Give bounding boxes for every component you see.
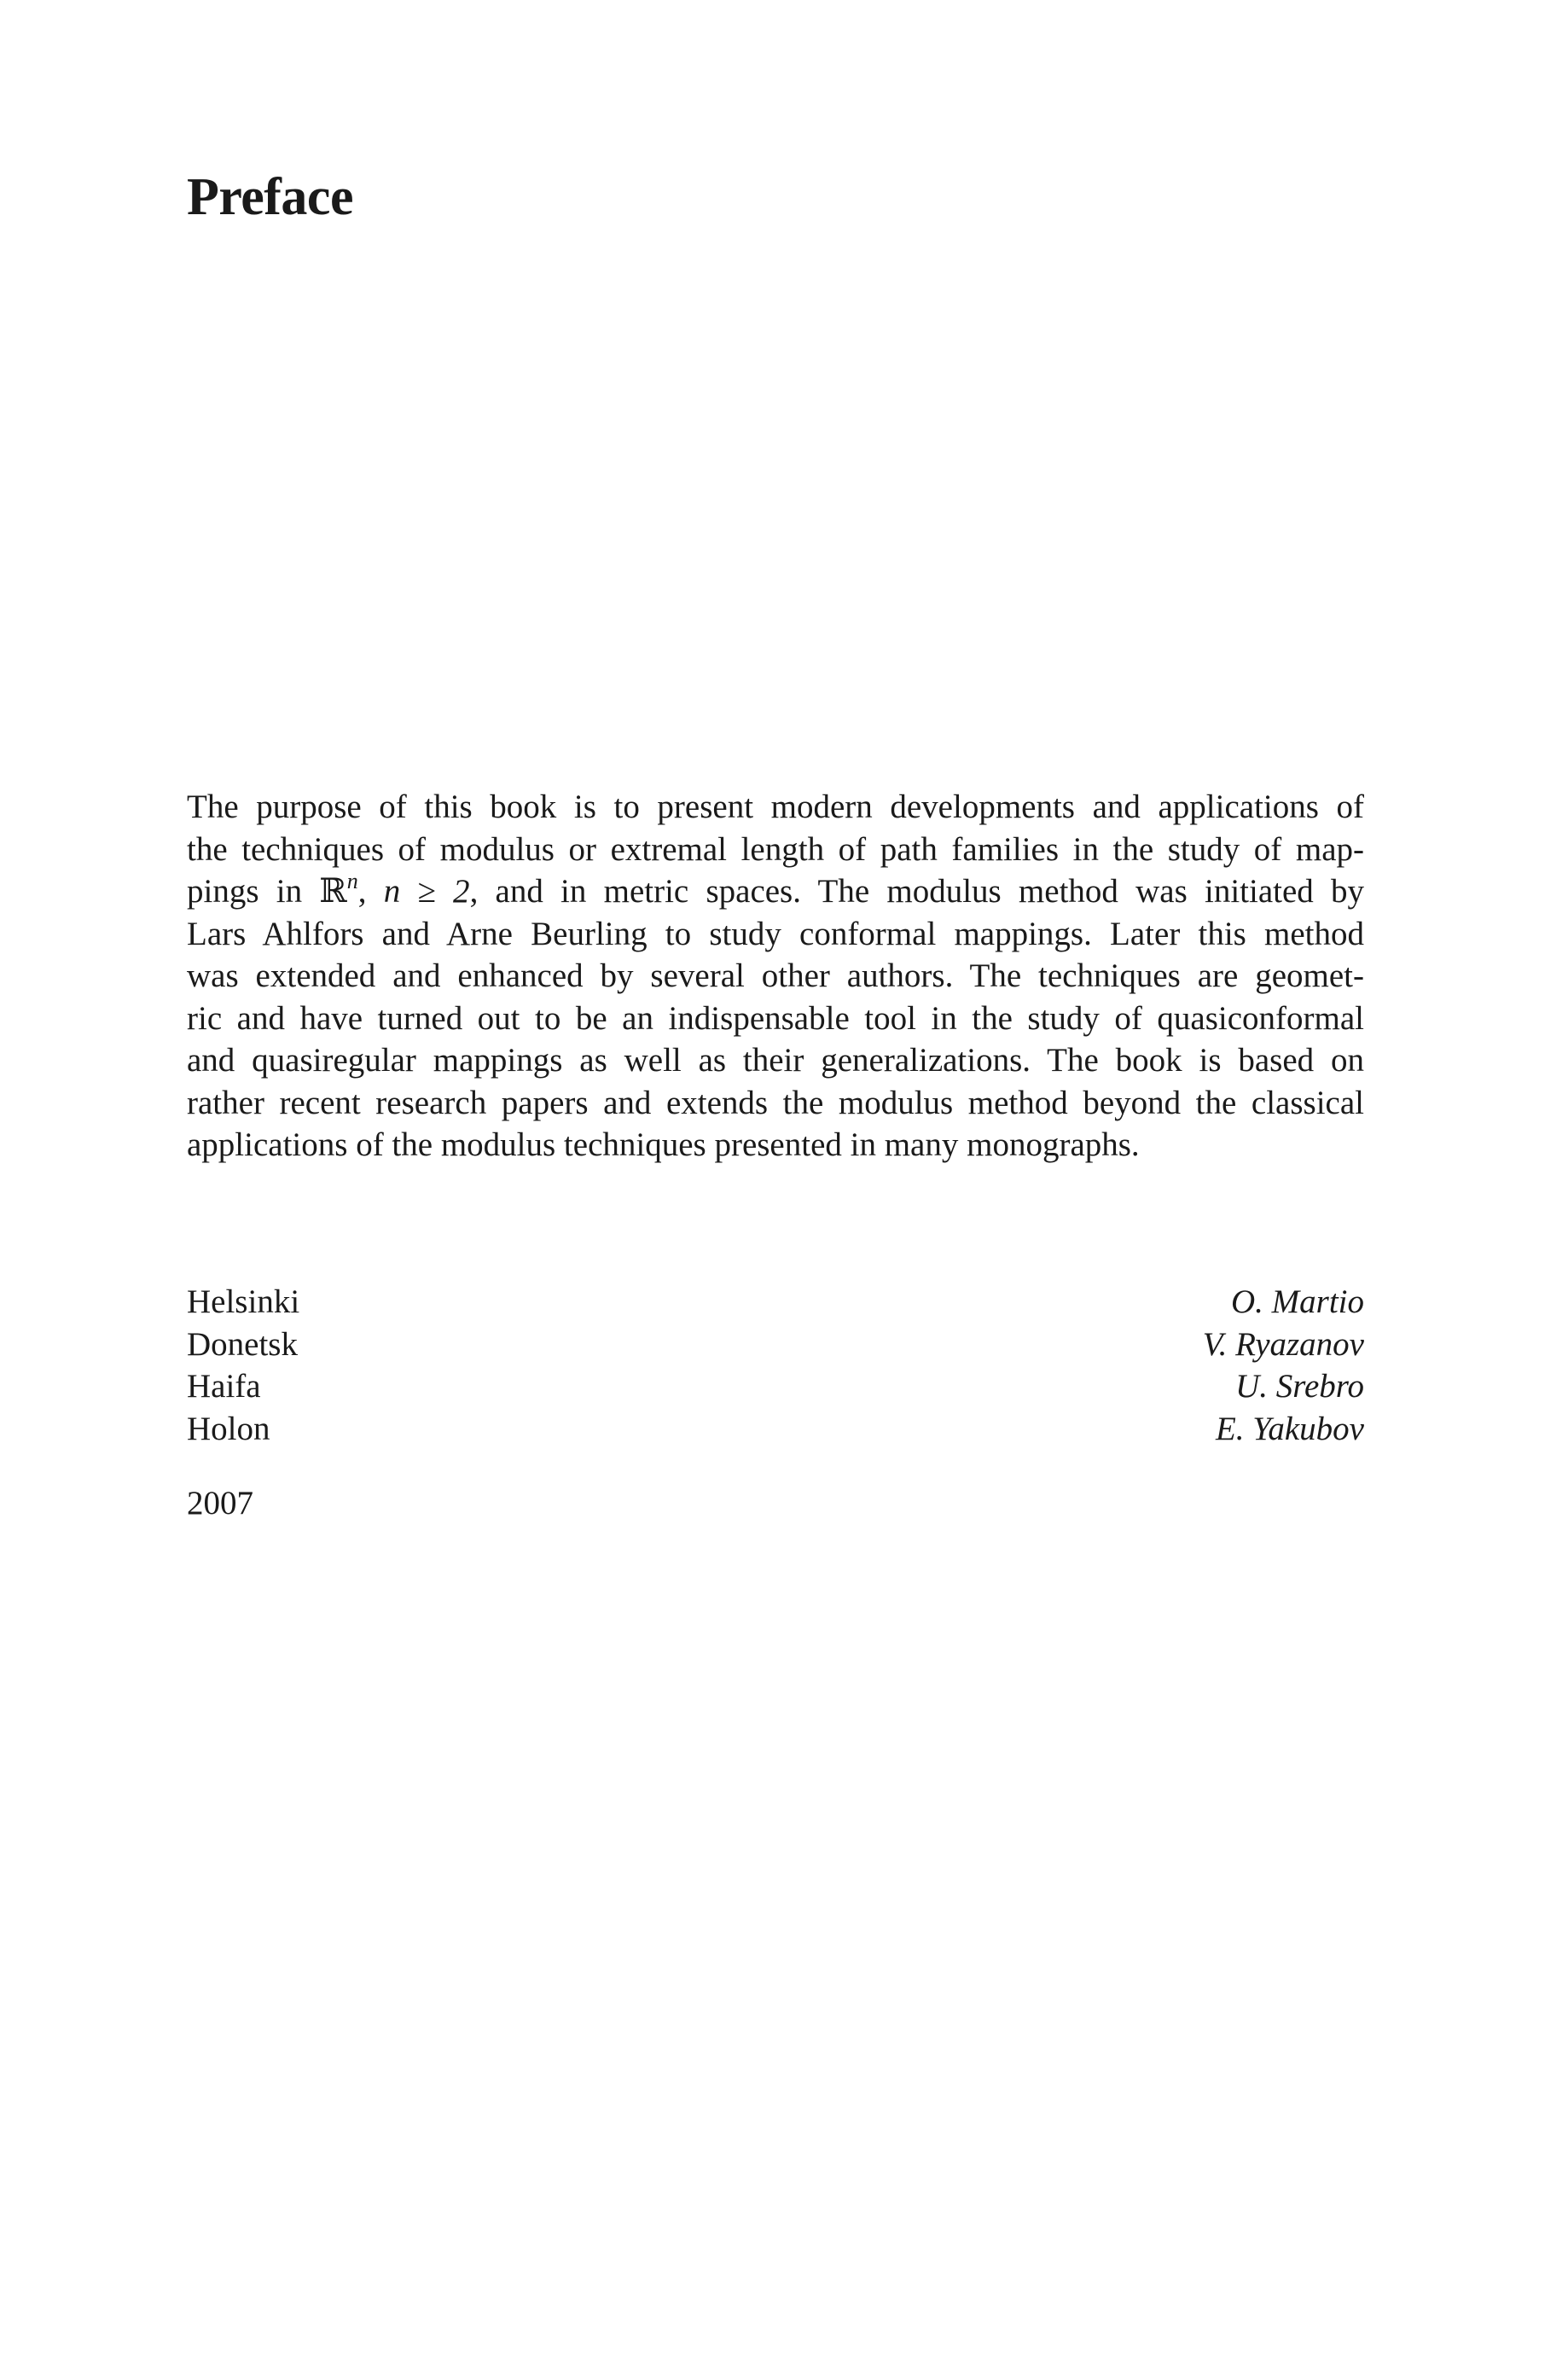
paragraph-line: the techniques of modulus or extremal length of path families in the study of map-	[187, 830, 1364, 868]
year: 2007	[187, 1485, 253, 1521]
author-name: O. Martio	[1231, 1283, 1364, 1320]
signature-row	[187, 1408, 1364, 1451]
paragraph-line: applications of the modulus techniques presented in many monographs.	[187, 1126, 1140, 1163]
paragraph-line: pings in ℝ$^n$, n ≥ 2, and in metric spaces. The modulus method was initiated by	[187, 869, 1365, 910]
place-name: Haifa	[187, 1368, 261, 1405]
preface-paragraph	[187, 786, 1364, 1167]
paragraph-line: was extended and enhanced by several other authors. The techniques are geomet-	[187, 957, 1364, 994]
author-name: U. Srebro	[1235, 1368, 1364, 1405]
math-real-space: ℝ	[319, 873, 347, 910]
paragraph-line: rather recent research papers and extends the modulus method beyond the classical	[187, 1084, 1364, 1121]
paragraph-line: Lars Ahlfors and Arne Beurling to study conformal mappings. Later this method	[187, 915, 1364, 952]
author-name: E. Yakubov	[1215, 1410, 1364, 1447]
signature-block	[187, 1281, 1364, 1450]
paragraph-line: and quasiregular mappings as well as their generalizations. The book is based on	[187, 1042, 1364, 1079]
page-title: Preface	[187, 168, 353, 226]
math-exponent: n	[346, 869, 358, 893]
place-name: Donetsk	[187, 1325, 298, 1363]
math-condition: n ≥ 2	[383, 873, 470, 910]
signature-row	[187, 1324, 1364, 1366]
paragraph-line-text: pings in	[187, 873, 320, 910]
place-name: Holon	[187, 1410, 270, 1447]
paragraph-line-text: , and in metric spaces. The modulus method was initiated by	[469, 873, 1365, 910]
paragraph-line: ric and have turned out to be an indispensable tool in the study of quasiconformal	[187, 999, 1364, 1037]
signature-row	[187, 1281, 1364, 1324]
paragraph-line: The purpose of this book is to present modern developments and applications of	[187, 788, 1364, 825]
author-name: V. Ryazanov	[1202, 1325, 1364, 1363]
place-name: Helsinki	[187, 1283, 300, 1320]
signature-row	[187, 1365, 1364, 1408]
